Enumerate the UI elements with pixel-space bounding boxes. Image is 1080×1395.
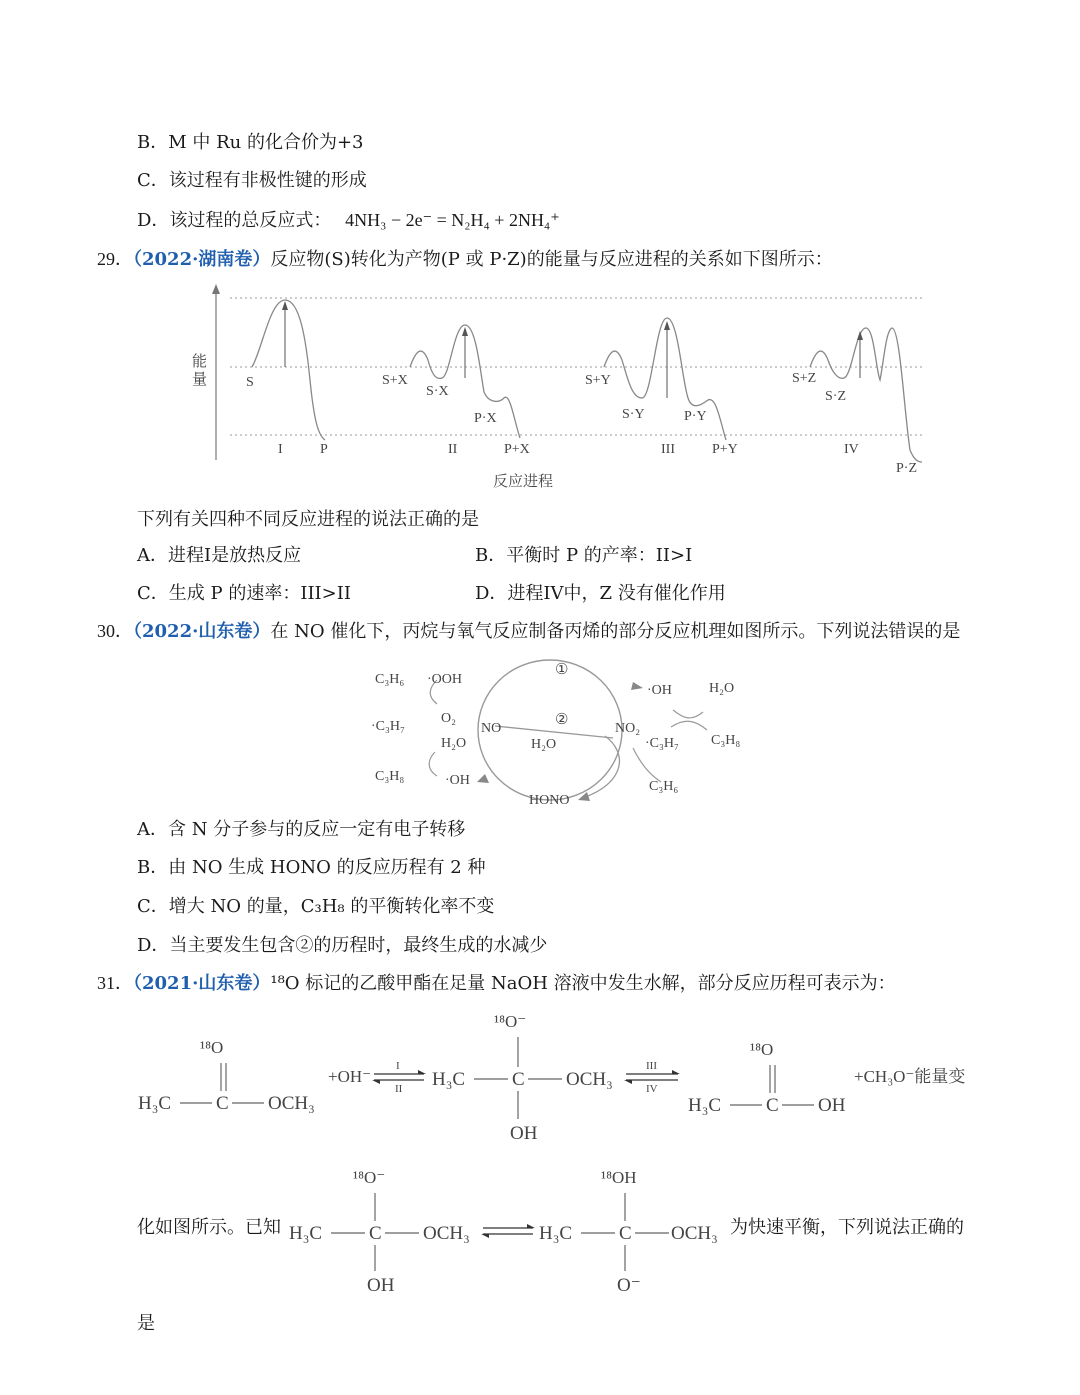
o18-minus-label: ¹⁸O⁻ — [353, 1168, 386, 1187]
option-label: C． — [137, 170, 169, 191]
o18-label: ¹⁸O — [750, 1040, 774, 1059]
option-text: 由 NO 生成 HONO 的反应历程有 2 种 — [168, 857, 486, 878]
label-s: S — [246, 375, 254, 390]
pathway-1: ① — [555, 662, 569, 678]
no: NO — [481, 721, 502, 736]
oh-label: OH — [818, 1095, 846, 1116]
oh-right: ·OH — [647, 683, 672, 698]
label-ii: II — [448, 442, 458, 457]
option-text: 平衡时 P 的产率：II>I — [506, 545, 693, 566]
question-source: （2022·山东卷） — [133, 621, 271, 642]
o18-label: ¹⁸O — [200, 1038, 224, 1057]
option-text: 该过程有非极性键的形成 — [168, 170, 367, 191]
c3h6-right: C₃H₆ — [649, 779, 679, 794]
option-text: M 中 Ru 的化合价为+3 — [168, 132, 364, 153]
option-c — [137, 169, 367, 193]
h2o-right: H₂O — [709, 681, 735, 696]
energy-profile-diagram — [180, 280, 940, 495]
option-label: A． — [137, 819, 168, 840]
q29-option-a — [137, 544, 301, 568]
option-text: 进程I是放热反应 — [168, 545, 302, 566]
option-text: 生成 P 的速率：III>II — [168, 583, 351, 604]
arrow-icon — [857, 331, 863, 340]
oh-label: OH — [510, 1123, 538, 1144]
label-px: P+X — [504, 442, 530, 457]
label-py: P+Y — [712, 442, 738, 457]
step-iii: III — [646, 1060, 657, 1072]
option-label: B． — [137, 132, 169, 153]
question-source: （2021·山东卷） — [133, 973, 271, 994]
carbon-label: C — [619, 1223, 632, 1244]
right-curve-2 — [671, 721, 707, 730]
option-text: 该过程的总反应式： — [169, 210, 332, 231]
label-p-y: P·Y — [684, 409, 707, 424]
label-p-x: P·X — [474, 411, 497, 426]
label-s-x: S·X — [426, 384, 449, 399]
och3-label: OCH₃ — [566, 1069, 613, 1090]
arrow-icon — [672, 1070, 680, 1074]
label-iv: IV — [844, 442, 859, 457]
hono: HONO — [529, 793, 570, 808]
option-label: C． — [137, 583, 169, 604]
q29-option-d — [475, 582, 726, 606]
h3c-label: H₃C — [688, 1095, 722, 1116]
option-label: C． — [137, 896, 169, 917]
x-axis-label: 反应进程 — [493, 474, 554, 490]
q29-prompt: 下列有关四种不同反应进程的说法正确的是 — [137, 509, 479, 530]
option-text: 进程IV中，Z 没有催化作用 — [507, 583, 726, 604]
q30-option-a — [137, 818, 465, 842]
c3h8-right: C₃H₈ — [711, 733, 741, 748]
option-label: D． — [137, 935, 170, 956]
carbon-label: C — [369, 1223, 382, 1244]
arrow-icon — [624, 1080, 632, 1084]
question-stem: 在 NO 催化下，丙烷与氧气反应制备丙烯的部分反应机理如图所示。下列说法错误的是 — [270, 621, 961, 642]
q31-tail: 是 — [137, 1313, 155, 1334]
q31-line2-prefix: 化如图所示。已知 — [137, 1217, 281, 1238]
no2: NO₂ — [615, 721, 641, 736]
option-label: D． — [475, 583, 508, 604]
oh-left: ·OH — [445, 773, 470, 788]
option-b — [137, 131, 364, 155]
option-label: B． — [475, 545, 507, 566]
energy-label-2: 量 — [192, 372, 208, 388]
label-s-y: S·Y — [622, 407, 645, 422]
mechanism-diagram — [365, 652, 765, 812]
option-text: 增大 NO 的量，C₃H₈ 的平衡转化率不变 — [168, 896, 495, 917]
o2: O₂ — [441, 711, 456, 726]
h3c-label: H₃C — [138, 1093, 172, 1114]
o18-minus-label: ¹⁸O⁻ — [494, 1012, 527, 1031]
option-label: B． — [137, 857, 169, 878]
label-sz: S+Z — [792, 371, 817, 386]
c3h7-right: ·C₃H₇ — [645, 736, 679, 751]
h3c-label: H₃C — [289, 1223, 323, 1244]
arrow-icon — [462, 327, 468, 336]
option-label: A． — [137, 545, 168, 566]
q30-option-b — [137, 856, 485, 880]
step-i: I — [396, 1060, 400, 1072]
carbon-label: C — [216, 1093, 229, 1114]
left-curve-2 — [429, 752, 437, 776]
o-minus-label: O⁻ — [617, 1275, 641, 1296]
fast-equilibrium-scheme — [285, 1155, 730, 1300]
h2o-left: H₂O — [441, 736, 467, 751]
option-text: 当主要发生包含②的历程时，最终生成的水减少 — [169, 935, 548, 956]
arrow-icon — [664, 321, 670, 330]
q30-stem-line — [97, 619, 960, 644]
right-curve-1 — [673, 710, 703, 718]
hydrolysis-scheme — [130, 1005, 990, 1150]
plus-hydroxide: +OH⁻ — [328, 1067, 372, 1086]
q29-option-b — [475, 544, 692, 568]
arrow-icon — [282, 301, 288, 310]
question-number: 29． — [97, 249, 133, 269]
och3-label: OCH₃ — [423, 1223, 470, 1244]
total-reaction-formula: 4NH₃ − 2e⁻ = N₂H₄ + 2NH₄⁺ — [345, 210, 560, 230]
question-number: 30． — [97, 621, 133, 641]
och3-label: OCH₃ — [268, 1093, 315, 1114]
option-d — [137, 208, 560, 233]
label-s-z: S·Z — [825, 389, 846, 404]
axis-arrow-icon — [212, 284, 220, 294]
ooh-radical: ·OOH — [427, 672, 462, 687]
plus-methoxide: +CH₃O⁻能量变 — [854, 1067, 966, 1086]
question-stem: 反应物(S)转化为产物(P 或 P·Z)的能量与反应进程的关系如下图所示： — [270, 249, 833, 270]
curve-i — [252, 300, 325, 440]
label-p1: P — [320, 442, 328, 457]
carbon-label: C — [512, 1069, 525, 1090]
label-sy: S+Y — [585, 373, 611, 388]
step-iv: IV — [646, 1083, 658, 1095]
c3h8-left: C₃H₈ — [375, 769, 405, 784]
option-text: 含 N 分子参与的反应一定有电子转移 — [168, 819, 466, 840]
arrow-icon — [527, 1224, 535, 1228]
q31-line2-suffix: 为快速平衡，下列说法正确的 — [730, 1217, 964, 1238]
c3h7-left: ·C₃H₇ — [371, 719, 405, 734]
pathway-2: ② — [555, 712, 569, 728]
question-source: （2022·湖南卷） — [133, 249, 271, 270]
label-p-z: P·Z — [896, 461, 917, 476]
oh-label: OH — [367, 1275, 395, 1296]
arrow-icon — [631, 682, 643, 690]
option-label: D． — [137, 210, 170, 231]
energy-label-1: 能 — [192, 354, 208, 370]
h2o-center: H₂O — [531, 737, 557, 752]
h3c-label: H₃C — [432, 1069, 466, 1090]
arrow-icon — [477, 774, 489, 783]
question-stem: ¹⁸O 标记的乙酸甲酯在足量 NaOH 溶液中发生水解，部分反应历程可表示为： — [270, 973, 896, 994]
question-number: 31． — [97, 973, 133, 993]
o18h-label: ¹⁸OH — [601, 1168, 637, 1187]
arrow-icon — [418, 1070, 426, 1074]
c3h6-out-arrow — [633, 748, 661, 782]
label-sx: S+X — [382, 373, 408, 388]
arrow-icon — [372, 1080, 380, 1084]
carbon-label: C — [766, 1095, 779, 1116]
q30-option-c — [137, 895, 494, 919]
q31-stem-line — [97, 971, 896, 996]
label-i: I — [278, 442, 283, 457]
q29-option-c — [137, 582, 351, 606]
h3c-label: H₃C — [539, 1223, 573, 1244]
och3-label: OCH₃ — [671, 1223, 718, 1244]
q29-stem-line — [97, 247, 833, 272]
label-iii: III — [661, 442, 675, 457]
arrow-icon — [481, 1234, 489, 1238]
step-ii: II — [395, 1083, 403, 1095]
q30-option-d — [137, 934, 547, 958]
c3h6-left: C₃H₆ — [375, 672, 405, 687]
